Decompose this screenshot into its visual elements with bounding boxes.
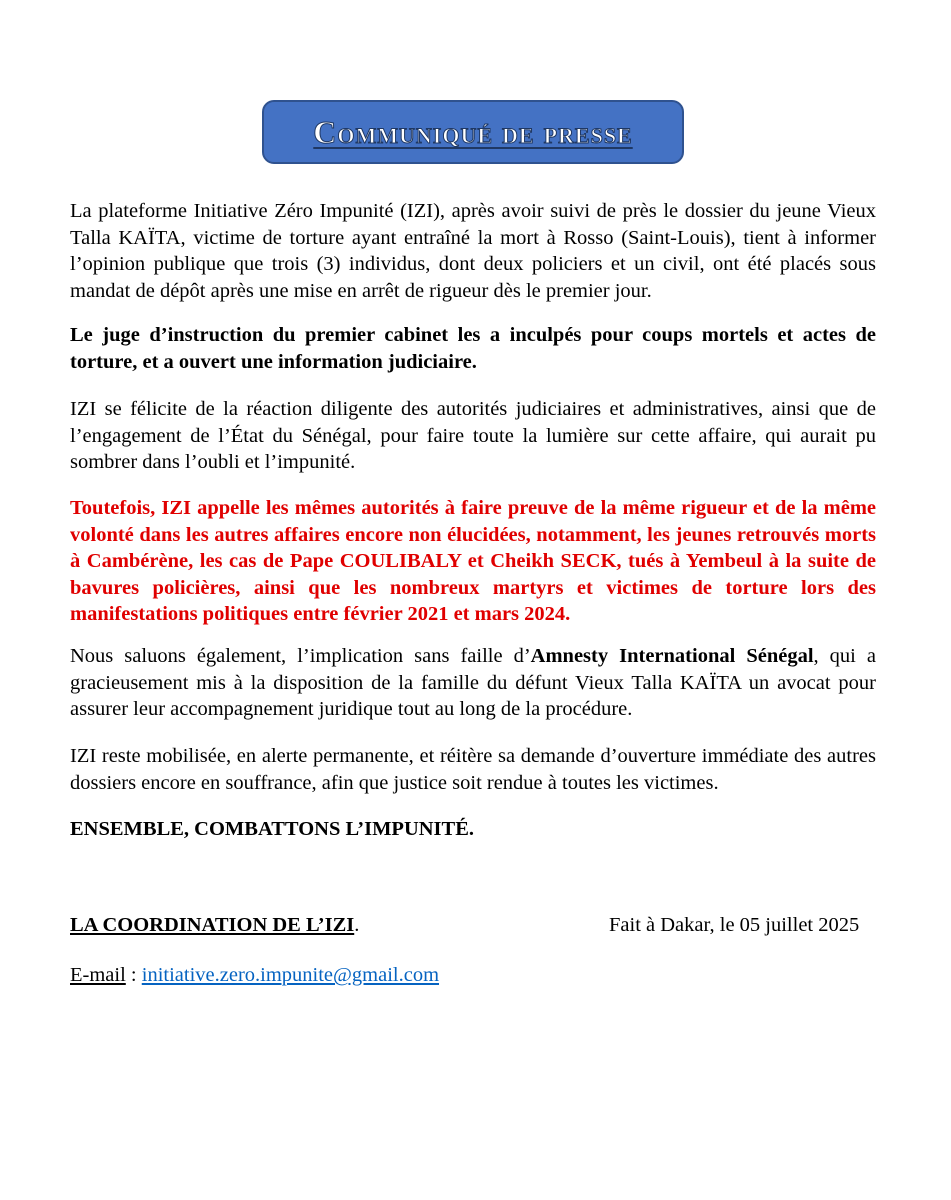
signature-period: . xyxy=(354,914,360,936)
amnesty-text-after: , qui a gracieusement mis à la disposition de la famille du défunt Vieux Talla KAÏTA un avocat pour assurer leur accompagnement juridique tout au long de la procédure. xyxy=(70,645,876,720)
amnesty-text-before: Nous saluons également, l’implication sans faille d’ xyxy=(70,645,531,667)
paragraph-welcome-response: IZI se félicite de la réaction diligente des autorités judiciaires et administratives, ainsi que de l’engagement de l’État du Sénégal, pour faire toute la lumière sur cette affaire, qui aurait pu sombrer dans l’oubli et l’impunité. xyxy=(70,398,876,473)
paragraph-mobilization: IZI reste mobilisée, en alerte permanente, et réitère sa demande d’ouverture immédiate des autres dossiers encore en souffrance, afin que justice soit rendue à toutes les victimes. xyxy=(70,745,876,794)
email-line xyxy=(70,964,439,987)
paragraph-appeal-other-cases: Toutefois, IZI appelle les mêmes autorités à faire preuve de la même rigueur et de la même volonté dans les autres affaires encore non élucidées, notamment, les jeunes retrouvés morts à Cambérène, les cas de Pape COULIBALY et Cheikh SECK, tués à Yembeul à la suite de bavures policières, ainsi que les nombreux martyrs et victimes de torture lors des manifestations politiques entre février 2021 et mars 2024. xyxy=(70,497,876,625)
paragraph-intro: La plateforme Initiative Zéro Impunité (IZI), après avoir suivi de près le dossier du jeune Vieux Talla KAÏTA, victime de torture ayant entraîné la mort à Rosso (Saint-Louis), tient à informer l’opinion publique que trois (3) individus, dont deux policiers et un civil, ont été placés sous mandat de dépôt après une mise en arrêt de rigueur dès le premier jour. xyxy=(70,200,876,302)
closing-slogan: ENSEMBLE, COMBATTONS L’IMPUNITÉ. xyxy=(70,818,475,840)
page-title: Communiqué de presse xyxy=(313,113,633,150)
email-link[interactable]: initiative.zero.impunite@gmail.com xyxy=(141,964,440,986)
signature-block xyxy=(70,914,359,937)
place-date: Fait à Dakar, le 05 juillet 2025 xyxy=(609,914,860,936)
paragraph-judge-indictment: Le juge d’instruction du premier cabinet les a inculpés pour coups mortels et actes de torture, et a ouvert une information judiciaire. xyxy=(70,324,876,373)
paragraph-amnesty-thanks xyxy=(70,643,876,723)
title-banner xyxy=(262,100,684,164)
amnesty-name: Amnesty International Sénégal xyxy=(530,645,814,667)
signature: LA COORDINATION DE L’IZI xyxy=(70,914,355,936)
email-label: E-mail xyxy=(70,964,126,986)
email-separator: : xyxy=(125,964,142,986)
